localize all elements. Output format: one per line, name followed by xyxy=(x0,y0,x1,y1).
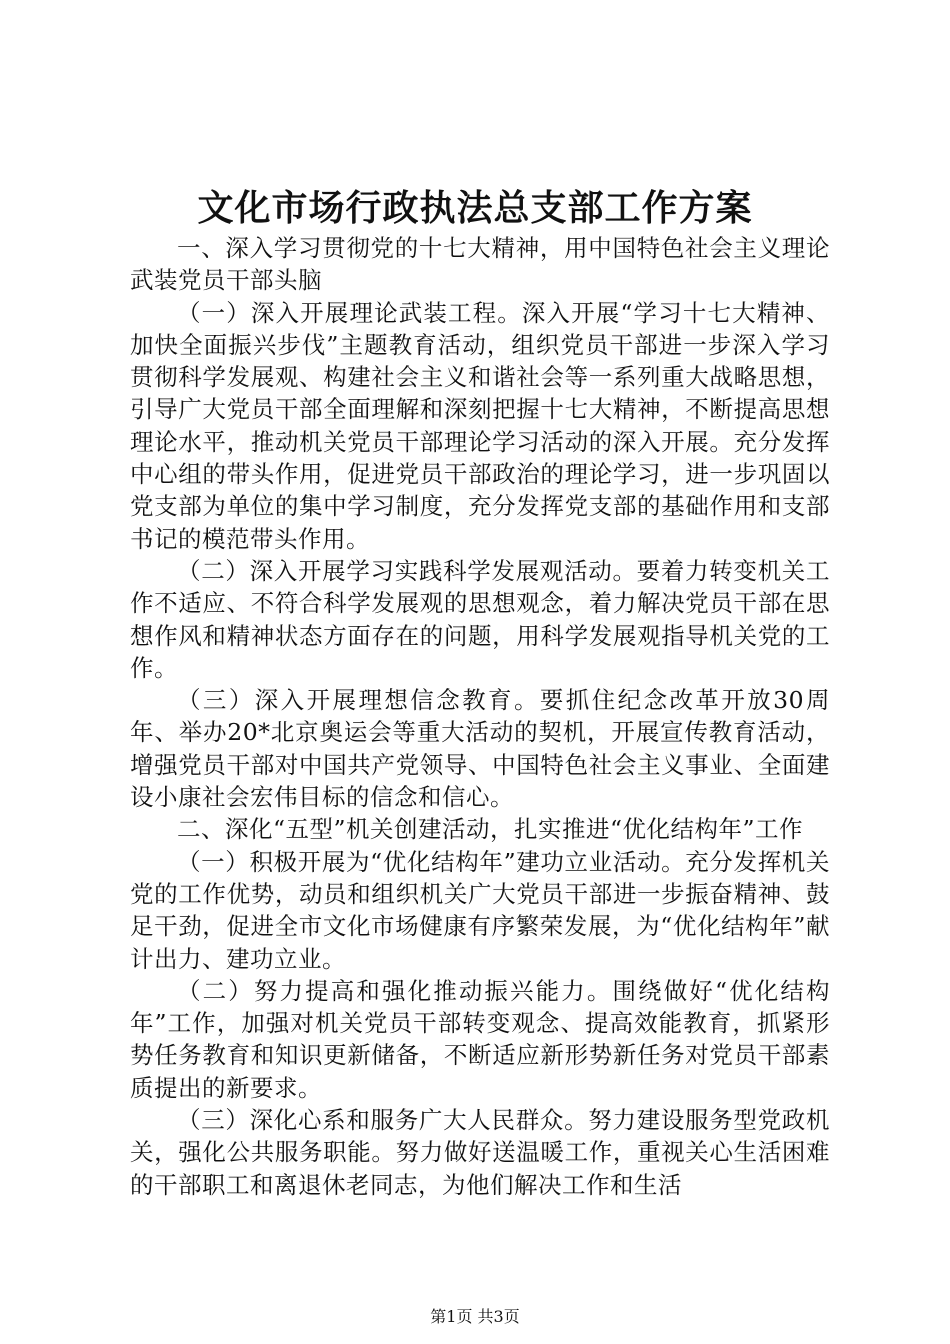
paragraph: （三）深入开展理想信念教育。要抓住纪念改革开放30周年、举办20*北京奥运会等重大活动的契机，开展宣传教育活动，增强党员干部对中国共产党领导、中国特色社会主义事业、全面建设小康社会宏伟目标的信念和信心。 xyxy=(130,686,830,812)
paragraph: （二）深入开展学习实践科学发展观活动。要着力转变机关工作不适应、不符合科学发展观的思想观念，着力解决党员干部在思想作风和精神状态方面存在的问题，用科学发展观指导机关党的工作。 xyxy=(130,556,830,682)
paragraph: （二）努力提高和强化推动振兴能力。围绕做好“优化结构年”工作，加强对机关党员干部转变观念、提高效能教育，抓紧形势任务教育和知识更新储备，不断适应新形势新任务对党员干部素质提出的新要求。 xyxy=(130,976,830,1102)
section-heading: 二、深化“五型”机关创建活动，扎实推进“优化结构年”工作 xyxy=(177,815,804,844)
document-title: 文化市场行政执法总支部工作方案 xyxy=(197,187,753,229)
paragraph: （三）深化心系和服务广大人民群众。努力建设服务型党政机关，强化公共服务职能。努力做好送温暖工作，重视关心生活困难的干部职工和离退休老同志，为他们解决工作和生活 xyxy=(130,1106,830,1199)
document-body xyxy=(130,232,830,1201)
page-number-footer: 第1页 共3页 xyxy=(430,1307,520,1326)
paragraph: （一）深入开展理论武装工程。深入开展“学习十七大精神、加快全面振兴步伐”主题教育活动，组织党员干部进一步深入学习贯彻科学发展观、构建社会主义和谐社会等一系列重大战略思想，引导广大党员干部全面理解和深刻把握十七大精神，不断提高思想理论水平，推动机关党员干部理论学习活动的深入开展。充分发挥中心组的带头作用，促进党员干部政治的理论学习，进一步巩固以党支部为单位的集中学习制度，充分发挥党支部的基础作用和支部书记的模范带头作用。 xyxy=(130,298,830,553)
paragraph: （一）积极开展为“优化结构年”建功立业活动。充分发挥机关党的工作优势，动员和组织机关广大党员干部进一步振奋精神、鼓足干劲，促进全市文化市场健康有序繁荣发展，为“优化结构年”献计出力、建功立业。 xyxy=(130,847,830,973)
section-heading: 一、深入学习贯彻党的十七大精神，用中国特色社会主义理论武装党员干部头脑 xyxy=(130,234,830,295)
